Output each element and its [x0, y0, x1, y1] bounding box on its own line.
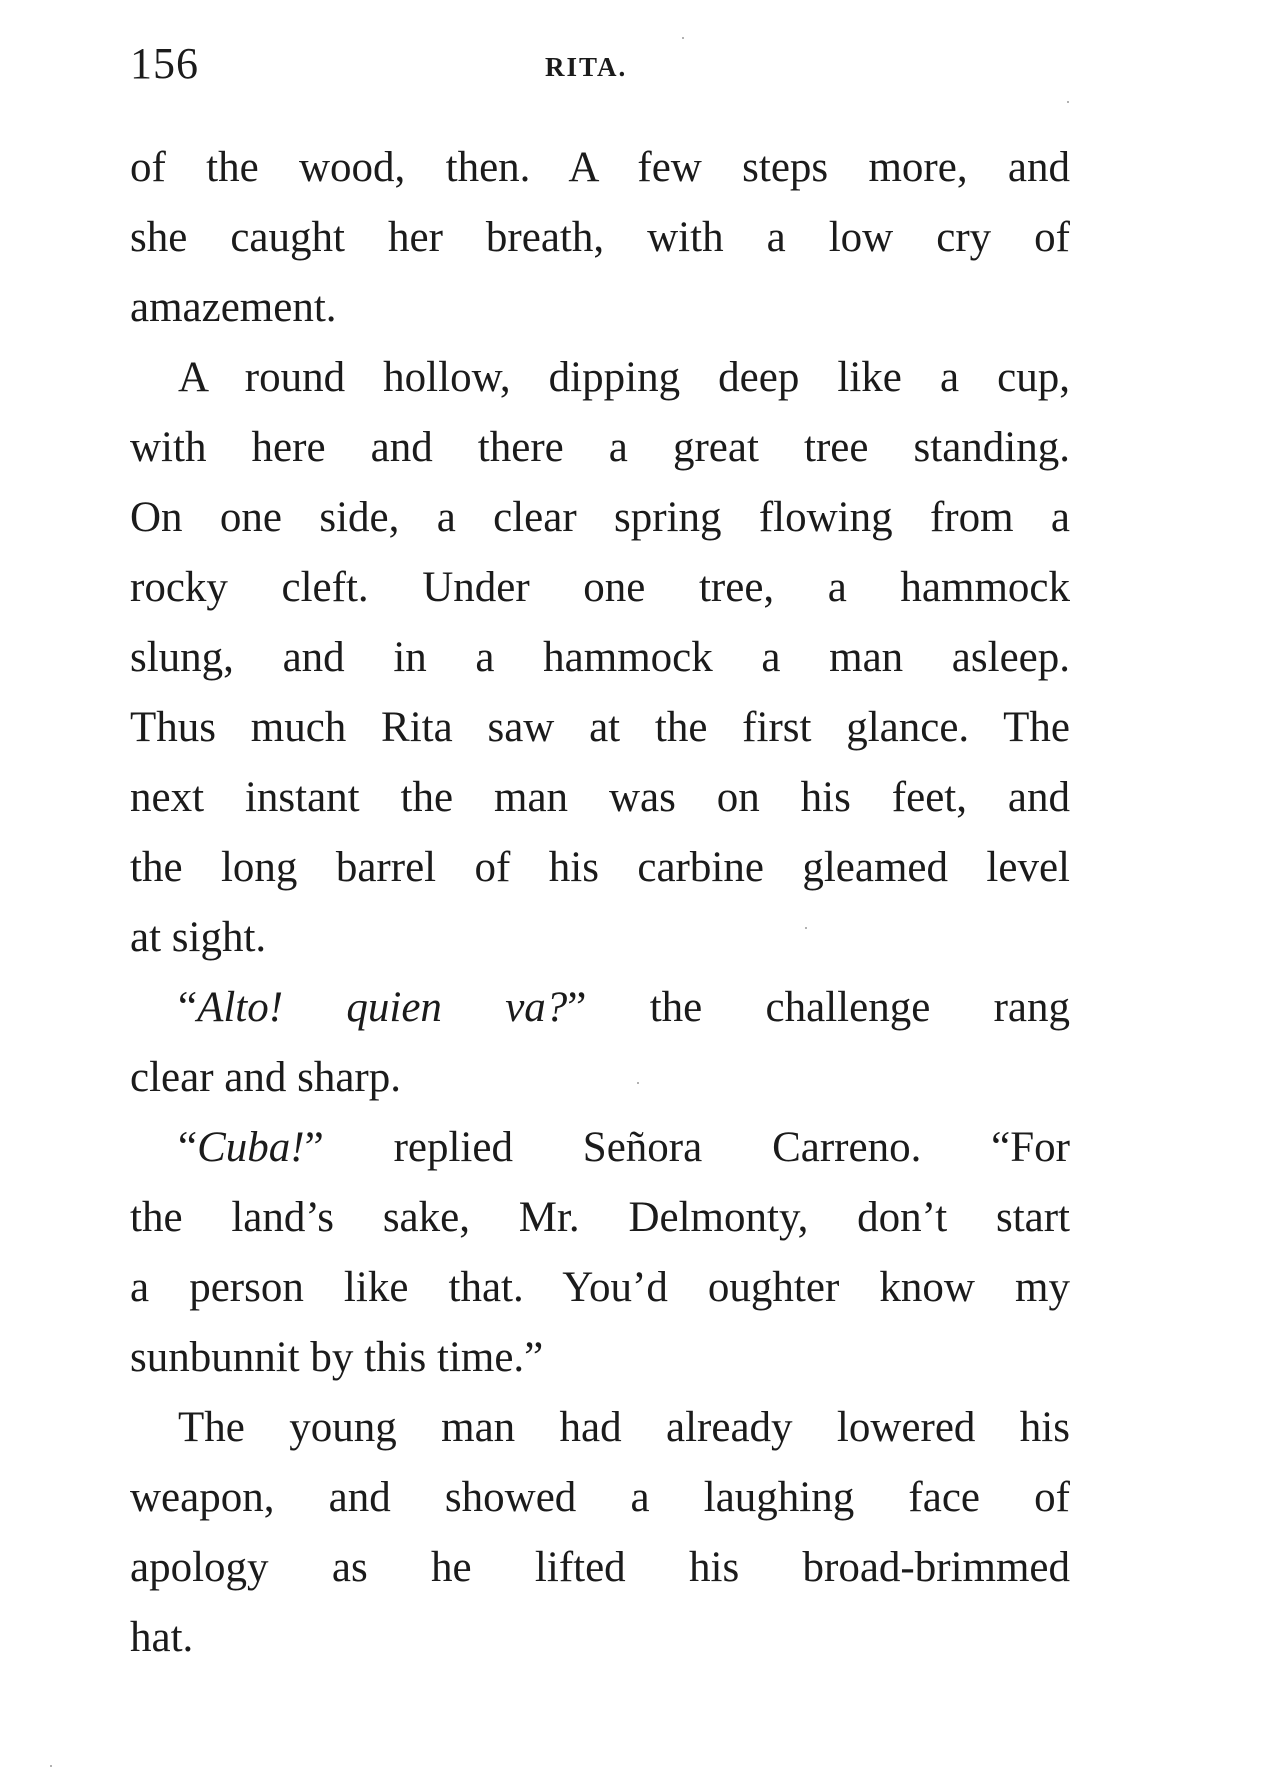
- reply-word: Cuba!: [197, 1124, 305, 1171]
- quote-close: ”: [304, 1124, 324, 1171]
- challenge-line: [130, 973, 1070, 1043]
- text-line: of the wood, then. A few steps more, and: [130, 144, 1070, 191]
- text-line: next instant the man was on his feet, and: [130, 774, 1070, 821]
- text-line: clear and sharp.: [130, 1054, 401, 1101]
- quote-open: “: [178, 984, 198, 1031]
- text-line: amazement.: [130, 284, 337, 331]
- text-line: a person like that. You’d oughter know my: [130, 1264, 1070, 1311]
- scan-speck: [637, 1082, 639, 1084]
- text-line: slung, and in a hammock a man asleep.: [130, 634, 1070, 681]
- page-header: [130, 38, 1060, 98]
- text-line: with here and there a great tree standing.: [130, 424, 1070, 471]
- reply-line: [130, 1113, 1070, 1183]
- text-line: rocky cleft. Under one tree, a hammock: [130, 564, 1070, 611]
- text-line: the long barrel of his carbine gleamed level: [130, 844, 1070, 891]
- text-line: the land’s sake, Mr. Delmonty, don’t start: [130, 1194, 1070, 1241]
- text-line: On one side, a clear spring flowing from a: [130, 494, 1070, 541]
- text-line: apology as he lifted his broad-brimmed: [130, 1544, 1070, 1591]
- quote-open: “: [178, 1124, 198, 1171]
- spanish-challenge: Alto! quien va?: [197, 984, 568, 1031]
- text-line: A round hollow, dipping deep like a cup,: [178, 354, 1070, 401]
- reply-rest: replied Señora Carreno. “For: [393, 1124, 1071, 1171]
- page-number: 156: [130, 39, 199, 88]
- scan-speck: [805, 927, 807, 929]
- text-line: she caught her breath, with a low cry of: [130, 214, 1070, 261]
- scan-speck: [1067, 101, 1069, 103]
- running-title: RITA.: [545, 52, 628, 82]
- challenge-rest: the challenge rang: [649, 984, 1070, 1031]
- text-line: weapon, and showed a laughing face of: [130, 1474, 1070, 1521]
- body-text: [130, 133, 1070, 1673]
- quote-close: ”: [567, 984, 587, 1031]
- text-line: The young man had already lowered his: [178, 1404, 1070, 1451]
- scan-speck: [50, 1765, 52, 1767]
- text-line: at sight.: [130, 914, 267, 961]
- text-line: Thus much Rita saw at the first glance. The: [130, 704, 1070, 751]
- text-line: hat.: [130, 1614, 194, 1661]
- scan-speck: [682, 37, 684, 39]
- text-line: sunbunnit by this time.”: [130, 1334, 544, 1381]
